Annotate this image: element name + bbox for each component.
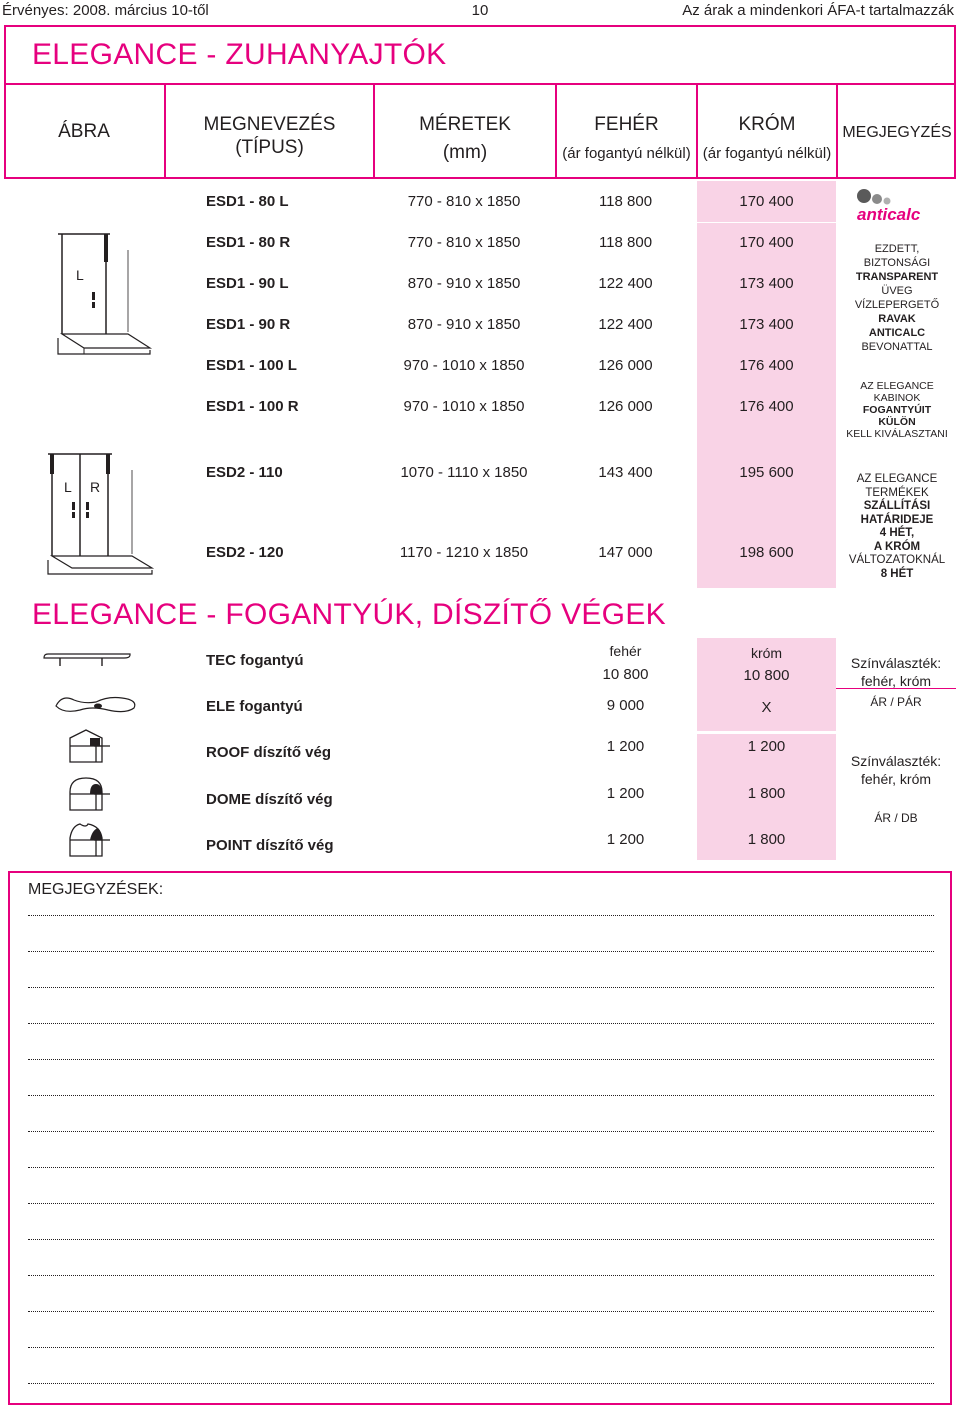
product-name: ESD1 - 100 R [206,398,299,415]
note-line: BIZTONSÁGI [863,257,931,269]
price-white: 10 800 [602,666,649,683]
price-white: 122 400 [598,316,653,333]
section2-title: ELEGANCE - FOGANTYÚK, DÍSZÍTŐ VÉGEK [32,598,666,631]
notes-label: MEGJEGYZÉSEK: [28,881,164,898]
ele-handle-icon [52,690,142,716]
note-line: ÜVEG [881,285,913,297]
col-header-white: fehér [609,643,642,659]
price-white: 122 400 [598,275,653,292]
product-name: ESD2 - 110 [206,464,283,481]
note-line-7[interactable] [28,1130,934,1132]
price-white: 1 200 [606,831,645,848]
note-line-11[interactable] [28,1274,934,1276]
ravak-logo-icon [855,185,895,207]
roof-endcap-icon [66,728,112,764]
col-header-tipus: (TÍPUS) [235,137,304,158]
note-line: SZÁLLÍTÁSI [863,500,931,512]
product-size: 1170 - 1210 x 1850 [399,544,529,561]
vat-note: Az árak a mindenkori ÁFA-t tartalmazzák [682,2,954,19]
divider [697,222,836,223]
note-line: ANTICALC [868,327,926,339]
price-white: 126 000 [598,357,653,374]
price-chrome: 1 200 [747,738,786,755]
product-size: 970 - 1010 x 1850 [403,398,525,415]
note-delivery [838,473,956,581]
price-white: 9 000 [606,697,645,714]
handles-price-unit: ÁR / PÁR [870,695,922,709]
price-chrome: 176 400 [739,357,794,374]
price-chrome: X [761,699,772,716]
note-line: HATÁRIDEJE [860,513,934,526]
single-door-figure [40,222,158,362]
endcap-name: POINT díszítő vég [206,837,334,854]
valid-from: Érvényes: 2008. március 10-től [2,2,209,19]
col-header-chrome: króm [750,645,783,661]
note-line-13[interactable] [28,1346,934,1348]
price-chrome: 10 800 [743,667,790,684]
note-line: KÜLÖN [878,416,916,428]
product-size: 770 - 810 x 1850 [407,193,521,210]
note-line: fehér, króm [860,771,932,787]
product-size: 970 - 1010 x 1850 [403,357,525,374]
note-glass [838,242,956,354]
price-white: 147 000 [598,544,653,561]
price-chrome: 173 400 [739,275,794,292]
endcap-name: DOME díszítő vég [206,791,333,808]
endcap-name: ROOF díszítő vég [206,744,332,761]
product-name: ESD1 - 90 R [206,316,291,333]
note-line-6[interactable] [28,1094,934,1096]
note-line-9[interactable] [28,1202,934,1204]
price-white: 118 800 [598,234,653,251]
point-endcap-icon [66,822,112,858]
price-chrome: 170 400 [739,193,794,210]
note-line: TRANSPARENT [855,271,939,283]
price-chrome: 1 800 [747,831,786,848]
handle-name: ELE fogantyú [206,698,303,715]
note-line: KELL KIVÁLASZTANI [846,428,948,440]
endcaps-note [836,752,956,788]
page-number: 10 [471,2,489,19]
note-line: AZ ELEGANCE [860,380,934,392]
note-line-2[interactable] [28,950,934,952]
handles-note [836,654,956,690]
note-line: EZDETT, [874,243,920,255]
note-line-14[interactable] [28,1382,934,1384]
handle-name: TEC fogantyú [206,652,304,669]
price-chrome: 170 400 [739,234,794,251]
product-name: ESD1 - 80 R [206,234,291,251]
col-header-mm: (mm) [442,142,488,163]
note-line: BEVONATTAL [861,341,933,353]
divider [697,731,836,734]
product-size: 770 - 810 x 1850 [407,234,521,251]
price-white: 1 200 [606,785,645,802]
section1-title: ELEGANCE - ZUHANYAJTÓK [32,38,447,71]
note-line-8[interactable] [28,1166,934,1168]
note-line: TERMÉKEK [865,486,929,499]
note-line-12[interactable] [28,1310,934,1312]
note-line: Színválaszték: [850,655,942,671]
product-name: ESD2 - 120 [206,544,284,561]
col-header-meretek: MÉRETEK [419,114,511,135]
note-line-10[interactable] [28,1238,934,1240]
col-header-feher: FEHÉR [594,114,659,135]
note-line-1[interactable] [28,914,934,916]
product-name: ESD1 - 90 L [206,275,289,292]
note-line: VÁLTOZATOKNÁL [848,554,946,566]
col-header-krom: KRÓM [738,114,796,135]
col-header-megjegyzes: MEGJEGYZÉS [842,124,952,141]
price-chrome: 1 800 [747,785,786,802]
figure-label-l: L [76,267,84,283]
anticalc-logo-text: anticalc [857,205,921,224]
price-white: 143 400 [598,464,653,481]
price-white: 118 800 [598,193,653,210]
price-chrome: 173 400 [739,316,794,333]
product-name: ESD1 - 100 L [206,357,297,374]
price-chrome: 198 600 [739,544,794,561]
col-header-abra: ÁBRA [58,121,110,142]
note-line: RAVAK [878,313,916,325]
note-line: VÍZLEPERGETŐ [854,299,940,311]
tec-handle-icon [42,650,132,672]
note-line: FOGANTYÚIT [862,404,932,416]
price-white: 126 000 [598,398,653,415]
price-chrome: 176 400 [739,398,794,415]
double-door-figure [34,444,158,578]
anticalc-logo [845,185,950,233]
endcaps-price-unit: ÁR / DB [874,811,918,825]
figure-label-r: R [90,479,101,495]
divider [4,83,956,85]
col-header-feher-sub: (ár fogantyú nélkül) [562,145,691,162]
note-line-5[interactable] [28,1058,934,1060]
product-size: 870 - 910 x 1850 [407,275,521,292]
note-line: Színválaszték: [850,753,942,769]
col-header-megnevezes: MEGNEVEZÉS [203,114,336,135]
note-line: 4 HÉT, [879,527,915,539]
product-size: 870 - 910 x 1850 [407,316,521,333]
note-line-3[interactable] [28,986,934,988]
note-line: KABINOK [873,392,921,404]
price-chrome: 195 600 [739,464,794,481]
note-line-4[interactable] [28,1022,934,1024]
note-line: A KRÓM [873,540,921,553]
price-white: 1 200 [606,738,645,755]
product-name: ESD1 - 80 L [206,193,289,210]
dome-endcap-icon [66,776,112,812]
col-header-krom-sub: (ár fogantyú nélkül) [702,145,832,162]
note-handles [836,380,958,440]
note-line: AZ ELEGANCE [856,473,938,485]
note-line: 8 HÉT [880,567,914,580]
product-size: 1070 - 1110 x 1850 [400,464,528,481]
figure-label-l: L [64,479,72,495]
note-line: fehér, króm [860,673,932,689]
